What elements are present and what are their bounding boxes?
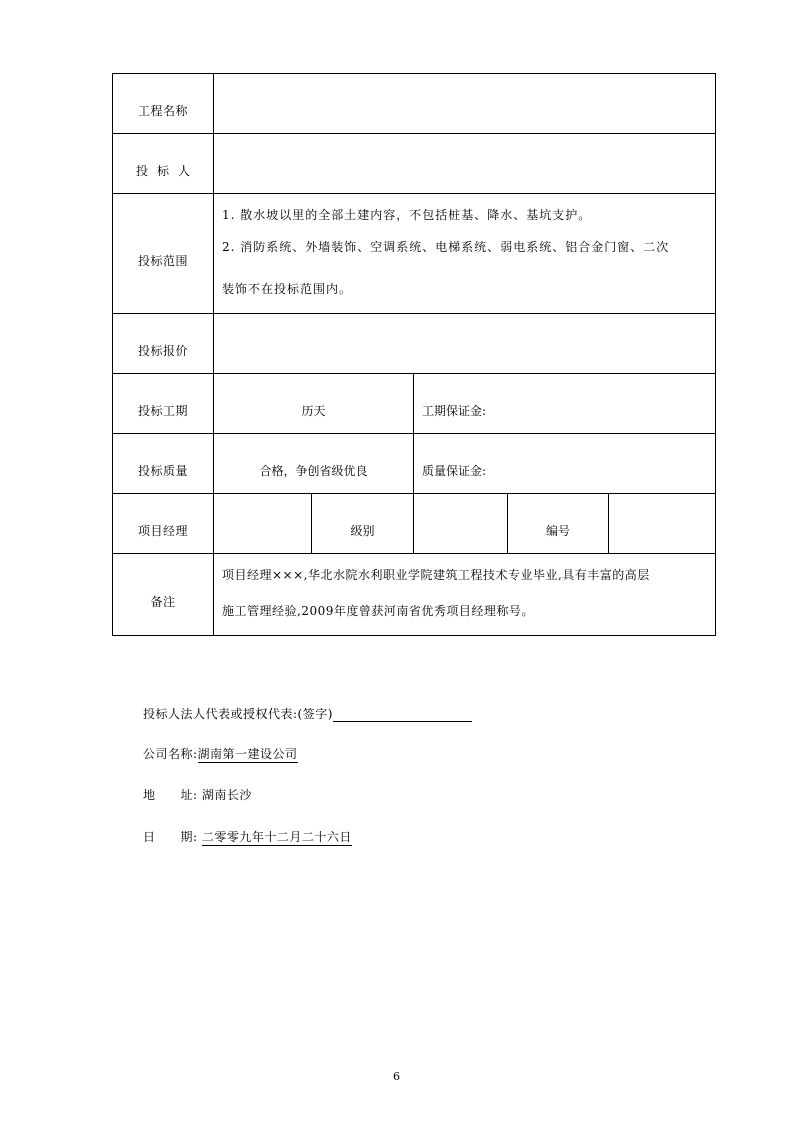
number-value <box>609 494 716 554</box>
scope-value <box>214 194 716 314</box>
date-label: 日 期: <box>143 830 198 844</box>
scope-line-2: 2. 消防系统、外墙装饰、空调系统、电梯系统、弱电系统、铝合金门窗、二次 <box>222 240 670 254</box>
scope-line-3: 装饰不在投标范围内。 <box>222 282 353 296</box>
period-value: 历天 <box>214 374 414 434</box>
period-deposit-label: 工期保证金: <box>414 374 716 434</box>
quality-deposit-label: 质量保证金: <box>414 434 716 494</box>
company-label: 公司名称: <box>143 747 198 761</box>
price-label: 投标报价 <box>113 314 214 374</box>
project-name-label: 工程名称 <box>113 74 214 134</box>
project-name-row <box>113 74 716 134</box>
signature-blank[interactable] <box>333 708 472 722</box>
page-number: 6 <box>393 1070 400 1083</box>
scope-row <box>113 194 716 314</box>
bid-info-table <box>112 73 716 636</box>
quality-value: 合格，争创省级优良 <box>214 434 414 494</box>
price-value <box>214 314 716 374</box>
bidder-value <box>214 134 716 194</box>
level-label: 级别 <box>312 494 414 554</box>
date-line <box>143 828 352 845</box>
date-value: 二零零九年十二月二十六日 <box>201 830 352 844</box>
remark-value <box>214 554 716 636</box>
manager-row <box>113 494 716 554</box>
address-value: 湖南长沙 <box>201 788 252 802</box>
period-row <box>113 374 716 434</box>
remark-label: 备注 <box>113 554 214 636</box>
project-name-value <box>214 74 716 134</box>
bidder-label: 投标人 <box>113 134 214 194</box>
remark-line-1: 项目经理×××,华北水院水利职业学院建筑工程技术专业毕业,具有丰富的高层 <box>222 568 650 582</box>
quality-row <box>113 434 716 494</box>
manager-value <box>214 494 312 554</box>
representative-label: 投标人法人代表或授权代表:(签字) <box>143 707 333 721</box>
bidder-row <box>113 134 716 194</box>
manager-label: 项目经理 <box>113 494 214 554</box>
address-label: 地 址: <box>143 788 198 802</box>
level-value <box>414 494 508 554</box>
scope-label: 投标范围 <box>113 194 214 314</box>
address-line <box>143 786 252 803</box>
company-value: 湖南第一建设公司 <box>197 747 298 761</box>
remark-row <box>113 554 716 636</box>
period-label: 投标工期 <box>113 374 214 434</box>
number-label: 编号 <box>508 494 609 554</box>
price-row <box>113 314 716 374</box>
remark-line-2: 施工管理经验,2009年度曾获河南省优秀项目经理称号。 <box>222 604 534 618</box>
representative-line <box>143 705 472 722</box>
quality-label: 投标质量 <box>113 434 214 494</box>
scope-line-1: 1. 散水坡以里的全部土建内容，不包括桩基、降水、基坑支护。 <box>222 208 592 222</box>
company-line <box>143 745 298 762</box>
